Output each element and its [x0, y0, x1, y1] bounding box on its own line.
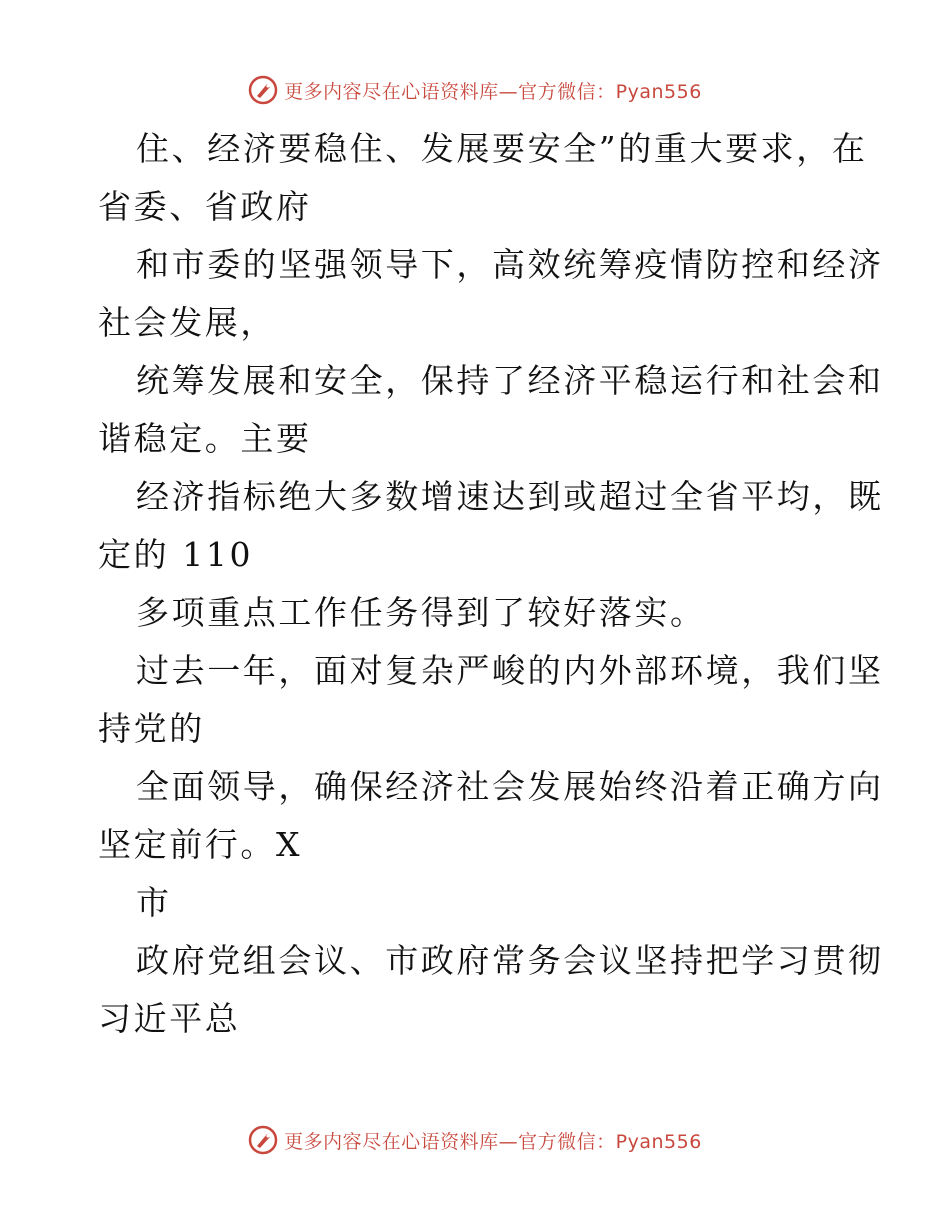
body-line: 经济指标绝大多数增速达到或超过全省平均，既 — [136, 477, 884, 516]
body-line: 全面领导，确保经济社会发展始终沿着正确方向 — [136, 767, 884, 806]
body-line: 社会发展， — [98, 303, 276, 342]
body-line: 定的 110 — [98, 535, 254, 574]
body-line: 持党的 — [98, 709, 205, 748]
header-banner — [0, 70, 950, 110]
body-line: 习近平总 — [98, 999, 241, 1038]
body-line: 坚定前行。X — [98, 825, 303, 864]
footer-banner — [0, 1120, 950, 1160]
body-line: 统筹发展和安全，保持了经济平稳运行和社会和 — [136, 361, 884, 400]
body-line: 和市委的坚强领导下，高效统筹疫情防控和经济 — [136, 245, 884, 284]
body-line: 政府党组会议、市政府常务会议坚持把学习贯彻 — [136, 941, 884, 980]
body-line: 谐稳定。主要 — [98, 419, 312, 458]
pen-nib-logo-icon — [248, 1125, 278, 1155]
body-line: 省委、省政府 — [98, 187, 312, 226]
body-line: 市 — [136, 883, 172, 922]
body-line: 住、经济要稳住、发展要安全”的重大要求，在 — [136, 129, 868, 168]
document-body — [98, 120, 884, 1048]
header-banner-text: 更多内容尽在心语资料库—官方微信：Pyan556 — [284, 80, 702, 103]
pen-nib-logo-icon — [248, 75, 278, 105]
body-line: 过去一年，面对复杂严峻的内外部环境，我们坚 — [136, 651, 884, 690]
footer-banner-text: 更多内容尽在心语资料库—官方微信：Pyan556 — [284, 1130, 702, 1153]
body-line: 多项重点工作任务得到了较好落实。 — [136, 593, 706, 632]
